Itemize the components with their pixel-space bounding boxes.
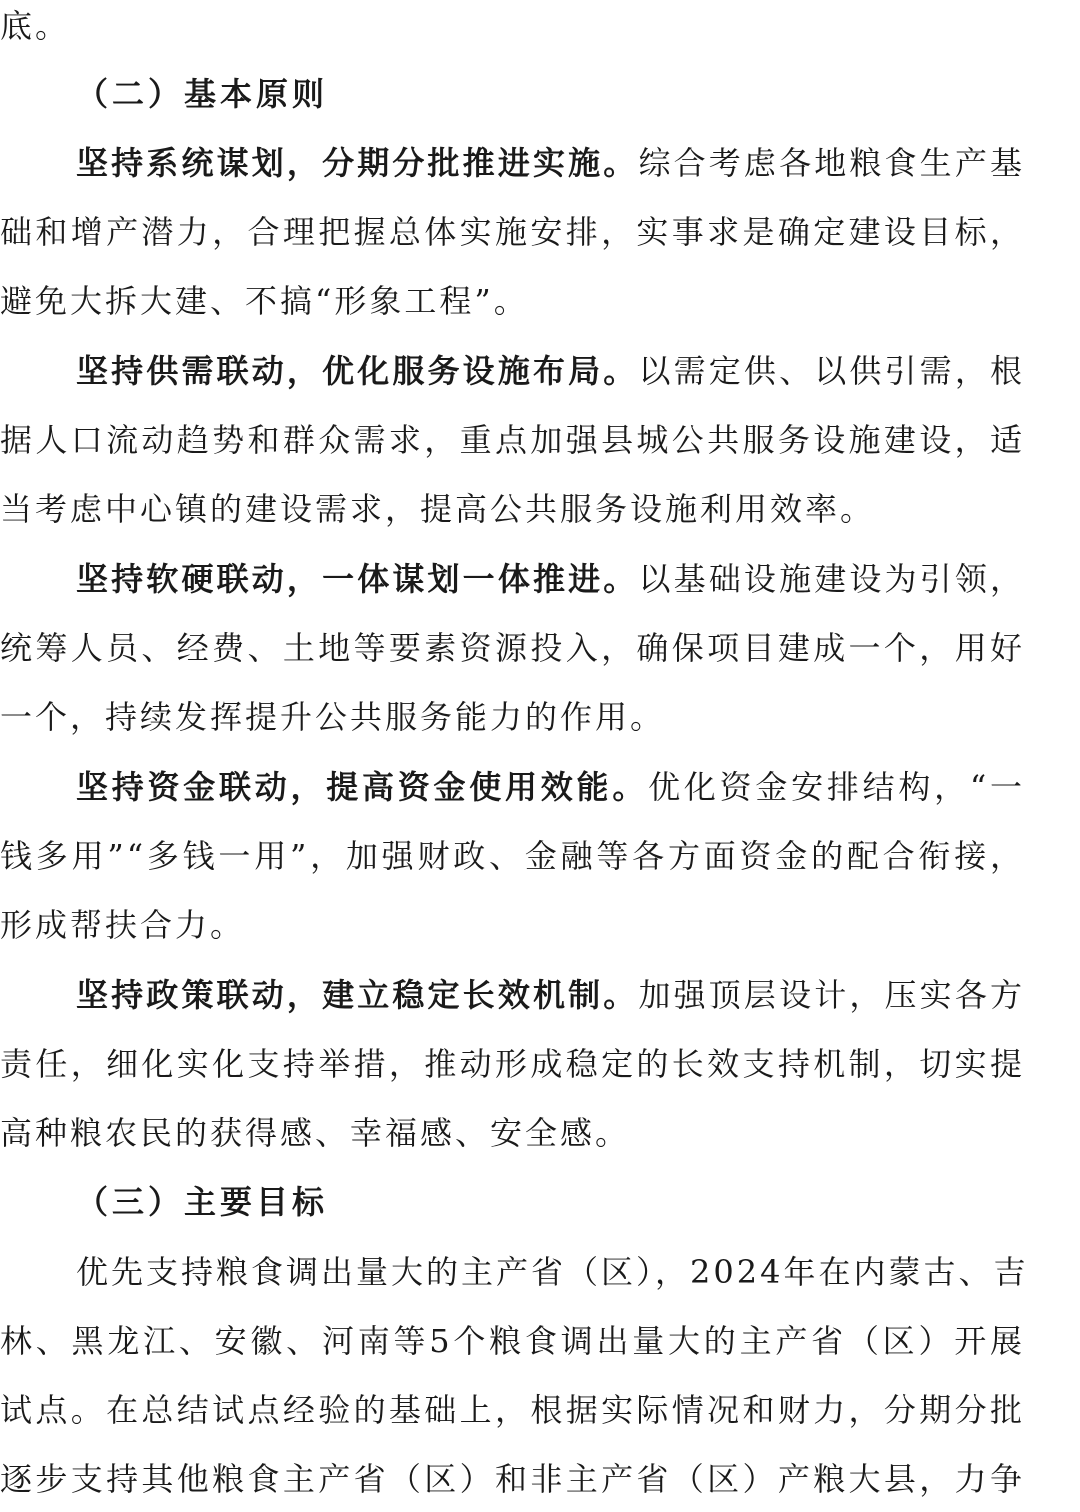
principle-5-line-3: 高种粮农民的获得感、幸福感、安全感。 (0, 1114, 631, 1152)
principle-4-first-line (76, 757, 1025, 817)
principle-3-line-3: 一个，持续发挥提升公共服务能力的作用。 (0, 698, 666, 736)
principle-1-body: 综合考虑各地粮食生产基 (638, 144, 1025, 182)
principle-2-title: 坚持供需联动，优化服务设施布局。 (76, 352, 639, 390)
principle-1-first-line (76, 133, 1025, 193)
principle-4-title: 坚持资金联动，提高资金使用效能。 (76, 768, 649, 806)
principle-5-body: 加强顶层设计，压实各方 (638, 976, 1025, 1014)
principle-1-title: 坚持系统谋划，分期分批推进实施。 (76, 144, 639, 182)
principle-3-title: 坚持软硬联动，一体谋划一体推进。 (76, 560, 639, 598)
principle-5-first-line (76, 965, 1025, 1025)
section-heading-principles: （二）基本原则 (76, 75, 329, 113)
principle-4-line-3: 形成帮扶合力。 (0, 906, 246, 944)
principle-3-first-line (76, 549, 1025, 609)
principle-2-body: 以需定供、以供引需，根 (638, 352, 1025, 390)
principle-2-first-line (76, 341, 1025, 401)
principle-4-line-2: 钱多用”“多钱一用”，加强财政、金融等各方面资金的配合衔接， (0, 837, 1025, 875)
principle-5-title: 坚持政策联动，建立稳定长效机制。 (76, 976, 639, 1014)
principle-1-line-2: 础和增产潜力，合理把握总体实施安排，实事求是确定建设目标， (0, 213, 1025, 251)
principle-2-line-2: 据人口流动趋势和群众需求，重点加强县城公共服务设施建设，适 (0, 421, 1025, 459)
principle-3-line-2: 统筹人员、经费、土地等要素资源投入，确保项目建成一个，用好 (0, 629, 1025, 667)
principle-5-line-2: 责任，细化实化支持举措，推动形成稳定的长效支持机制，切实提 (0, 1045, 1025, 1083)
carry-over-text: 底。 (0, 7, 71, 45)
section-heading-goals: （三）主要目标 (76, 1183, 329, 1221)
principle-1-line-3: 避免大拆大建、不搞“形象工程”。 (0, 282, 529, 320)
principle-2-line-3: 当考虑中心镇的建设需求，提高公共服务设施利用效率。 (0, 490, 876, 528)
goals-line-3: 试点。在总结试点经验的基础上，根据实际情况和财力，分期分批 (0, 1391, 1025, 1429)
goals-line-2: 林、黑龙江、安徽、河南等5个粮食调出量大的主产省（区）开展 (0, 1322, 1025, 1360)
goals-line-4: 逐步支持其他粮食主产省（区）和非主产省（区）产粮大县，力争 (0, 1460, 1025, 1498)
principle-4-body: 优化资金安排结构，“一 (648, 768, 1025, 806)
principle-3-body: 以基础设施建设为引领， (638, 560, 1025, 598)
goals-line-1: 优先支持粮食调出量大的主产省（区），2024年在内蒙古、吉 (76, 1253, 1029, 1291)
